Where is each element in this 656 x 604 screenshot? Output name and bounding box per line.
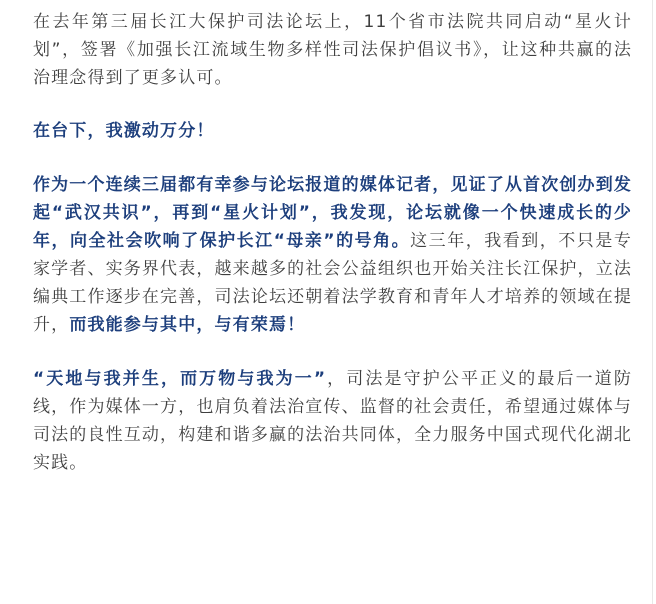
emphasis-text: 在台下，我激动万分！ (33, 121, 215, 141)
paragraph-text: 这三年，我看到，不只是专家学者、实务界代表，越来越多的社会公益组织也开始关注长江保护，立法编典工作逐步在完善，司法论坛还朝着法学教育和青年人才培养的领域在提升， (33, 231, 632, 335)
paragraph-text: ，司法是守护公平正义的最后一道防线，作为媒体一方，也肩负着法治宣传、监督的社会责任，希望通过媒体与司法的良性互动，构建和谐多赢的法治共同体，全力服务中国式现代化湖北实践。 (33, 369, 632, 473)
paragraph-reporter-reflection (33, 171, 632, 339)
paragraph-text: 在去年第三届长江大保护司法论坛上，11个省市法院共同启动“星火计划”，签署《加强长江流域生物多样性司法保护倡议书》，让这种共赢的法治理念得到了更多认可。 (33, 12, 632, 88)
paragraph-closing (33, 365, 632, 477)
emphasis-text-tail: 而我能参与其中，与有荣焉！ (69, 315, 306, 335)
page-edge-divider (652, 0, 653, 604)
emphasis-text-lead: 作为一个连续三届都有幸参与论坛报道的媒体记者，见证了从首次创办到发起“武汉共识”，再到“星火计划”，我发现，论坛就像一个快速成长的少年，向全社会吹响了保护长江“母亲”的号角。 (33, 175, 632, 251)
paragraph-excited (33, 117, 632, 145)
paragraph-forum-review (33, 8, 632, 92)
emphasis-quote: “天地与我并生，而万物与我为一” (33, 369, 327, 389)
